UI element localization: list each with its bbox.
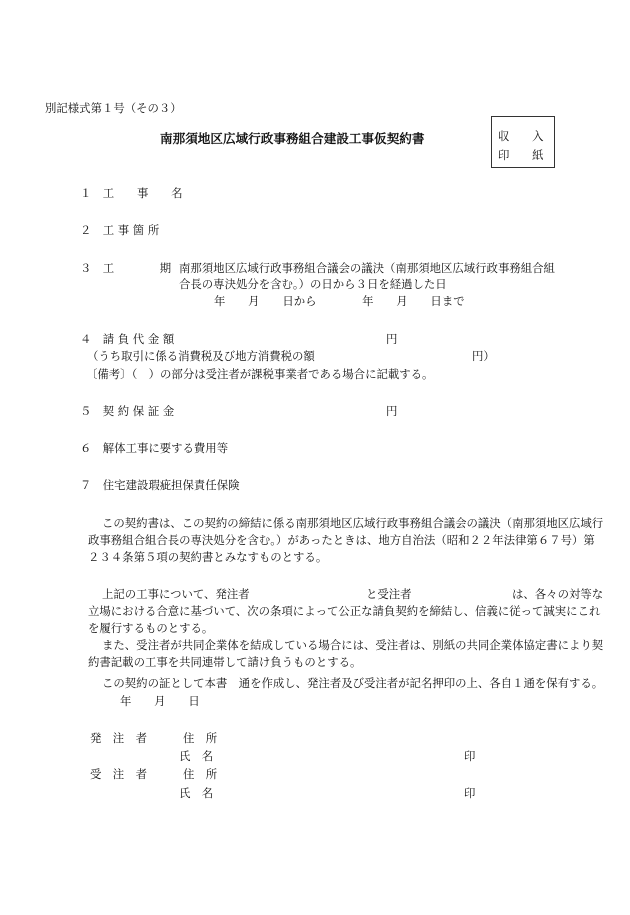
item-tax-amount-close: 円）	[472, 349, 495, 363]
item-construction-name: １ 工 事 名	[80, 186, 183, 200]
item-construction-location: ２ 工 事 箇 所	[80, 223, 160, 237]
item-tax-amount: （うち取引に係る消費税及び地方消費税の額	[87, 349, 315, 363]
paragraph-2-line-1c: は、各々の対等な	[512, 587, 604, 601]
paragraph-1-line-3: ２３４条第５項の契約書とみなすものとする。	[88, 550, 328, 564]
paragraph-2-line-1b: と受注者	[366, 587, 412, 601]
contractor-label: 受 注 者	[90, 767, 147, 781]
paragraph-2-line-1a: 上記の工事について、発注者	[102, 587, 250, 601]
contractor-seal: 印	[464, 786, 476, 800]
orderer-label: 発 注 者	[90, 731, 147, 745]
orderer-seal: 印	[464, 749, 476, 763]
item-term-text-2: 合長の専決処分を含む。）の日から３日を経過した日	[179, 277, 447, 291]
revenue-stamp-box	[491, 116, 555, 168]
item-contract-guarantee: ５ 契 約 保 証 金	[80, 404, 175, 418]
item-term-text-1: 南那須地区広域行政事務組合議会の議決（南那須地区広域行政事務組合組	[179, 261, 555, 275]
item-term-heading: ３ 工 期	[80, 261, 172, 275]
item-contract-amount-yen: 円	[386, 332, 398, 346]
orderer-address-label: 住 所	[183, 731, 218, 745]
item-contract-guarantee-yen: 円	[386, 404, 398, 418]
orderer-name-label: 氏 名	[179, 749, 214, 763]
paragraph-1-line-2: 政事務組合組合長の専決処分を含む。）があったときは、地方自治法（昭和２２年法律第６７号）第	[88, 533, 595, 547]
item-term-dates: 年 月 日から 年 月 日まで	[214, 294, 465, 308]
paragraph-1-line-1: この契約書は、この契約の締結に係る南那須地区広域行政事務組合議会の議決（南那須地区広域行	[102, 516, 604, 530]
stamp-line-1: 収 入	[498, 129, 544, 143]
paragraph-2-line-2: 立場における合意に基づいて、次の条項によって公正な請負契約を締結し、信義に従って誠実にこれ	[88, 604, 601, 618]
document-title: 南那須地区広域行政事務組合建設工事仮契約書	[160, 131, 425, 146]
stamp-line-2: 印 紙	[498, 148, 544, 162]
item-demolition-costs: ６ 解体工事に要する費用等	[80, 441, 229, 455]
item-amount-note: 〔備考〕（ ）の部分は受注者が課税事業者である場合に記載する。	[86, 367, 434, 381]
paragraph-3-line-2: 約書記載の工事を共同連帯して請け負うものとする。	[88, 655, 362, 669]
paragraph-4-line-1: この契約の証として本書 通を作成し、発注者及び受注者が記名押印の上、各自１通を保有する。	[102, 676, 604, 690]
paragraph-3-line-1: また、受注者が共同企業体を結成している場合には、受注者は、別紙の共同企業体協定書により契	[102, 638, 604, 652]
form-label: 別記様式第１号（その３）	[45, 101, 182, 115]
item-contract-amount: ４ 請 負 代 金 額	[80, 332, 175, 346]
item-defect-insurance: ７ 住宅建設瑕疵担保責任保険	[80, 478, 240, 492]
contract-date: 年 月 日	[120, 694, 200, 708]
paragraph-2-line-3: を履行するものとする。	[88, 621, 214, 635]
contractor-name-label: 氏 名	[179, 786, 214, 800]
contractor-address-label: 住 所	[183, 767, 218, 781]
